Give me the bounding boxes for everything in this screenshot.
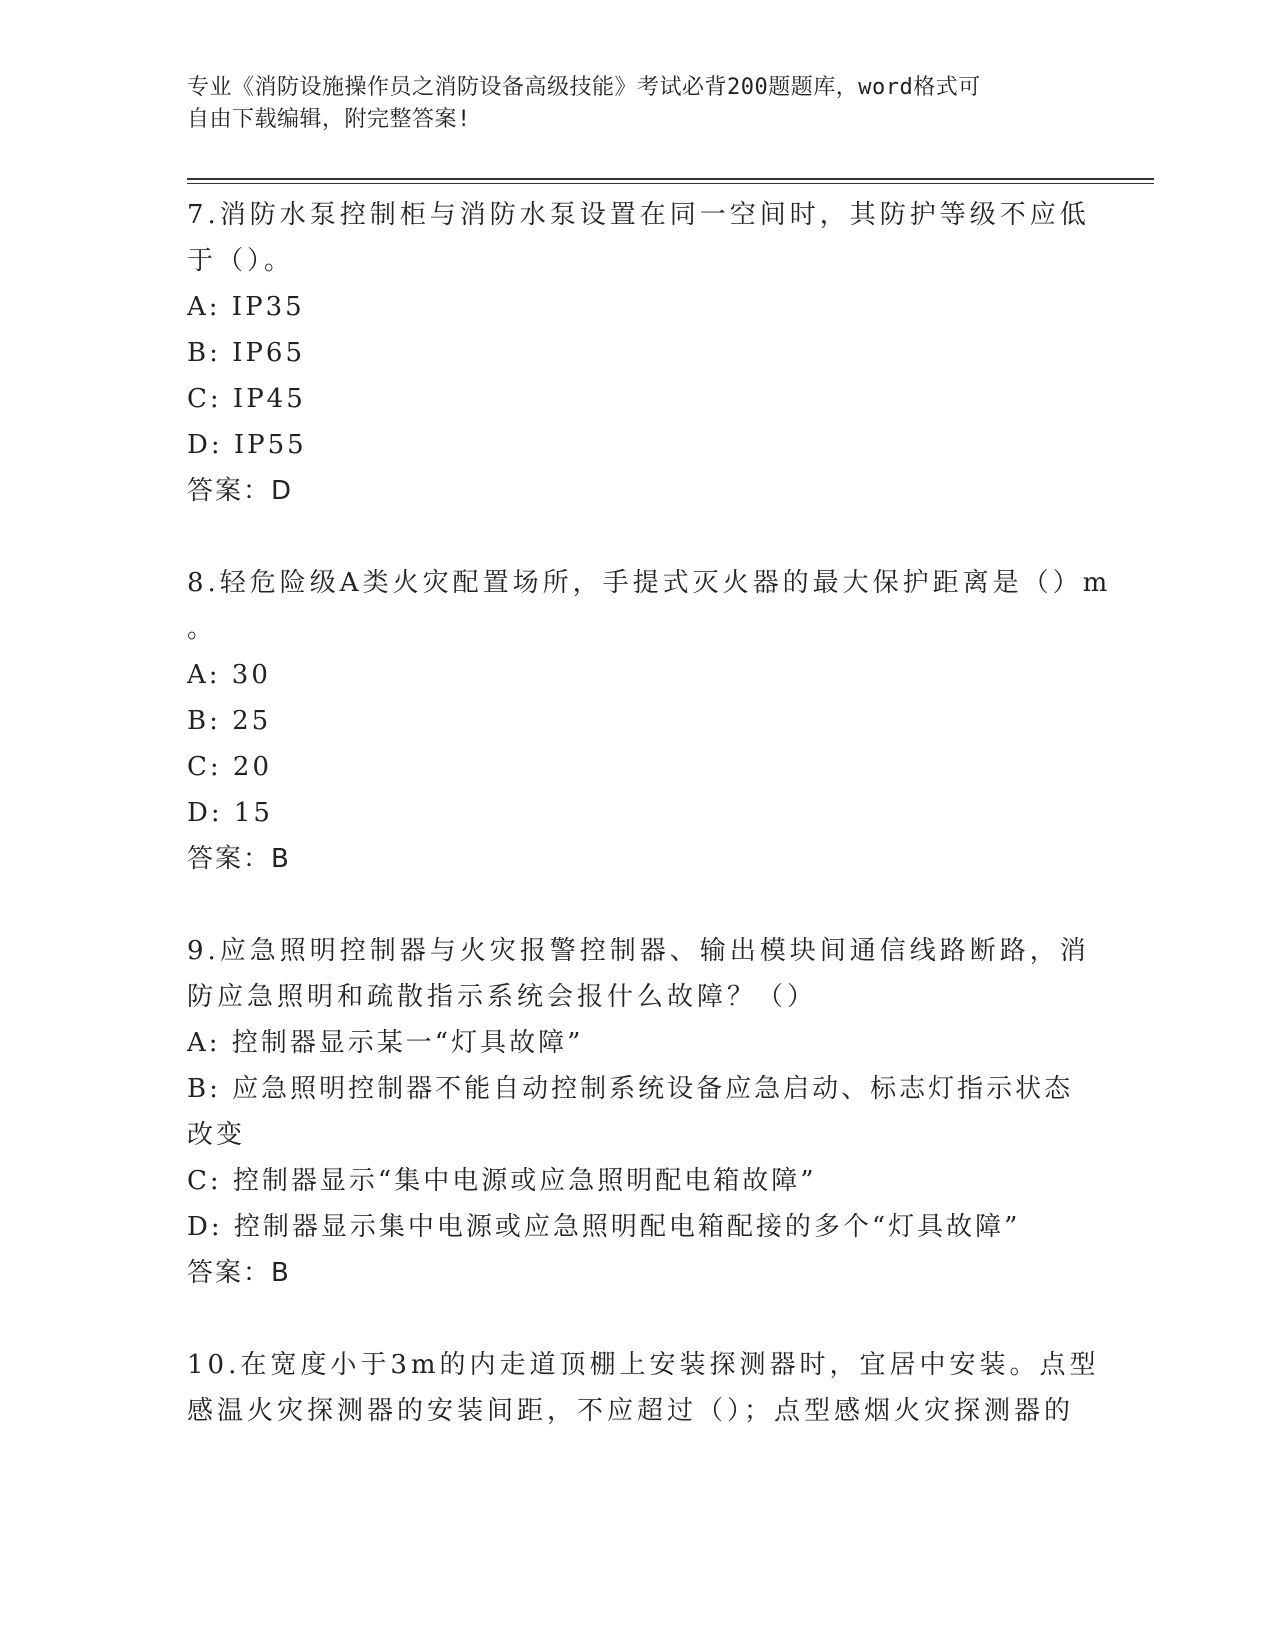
option-a: A: 控制器显示某一“灯具故障” — [187, 1028, 584, 1058]
question-text: 9.应急照明控制器与火灾报警控制器、输出模块间通信线路断路，消 — [187, 936, 1090, 966]
question-text: 于（）。 — [187, 246, 295, 276]
question-text: 7.消防水泵控制柜与消防水泵设置在同一空间时，其防护等级不应低 — [187, 200, 1090, 230]
option-b: B: 应急照明控制器不能自动控制系统设备应急启动、标志灯指示状态 — [187, 1074, 1074, 1104]
document-header — [187, 72, 1067, 136]
question-text: 8.轻危险级A类火灾配置场所，手提式灭火器的最大保护距离是（）m — [187, 568, 1112, 598]
option-a: A: IP35 — [187, 292, 305, 322]
option-d: D: 控制器显示集中电源或应急照明配电箱配接的多个“灯具故障” — [187, 1212, 1021, 1242]
question-9 — [187, 928, 1090, 1296]
question-7 — [187, 192, 1090, 514]
option-c: C: 20 — [187, 752, 273, 782]
question-8 — [187, 560, 1112, 882]
question-text: 感温火灾探测器的安装间距，不应超过（）；点型感烟火灾探测器的 — [187, 1396, 1075, 1426]
header-divider-thick — [187, 178, 1154, 180]
answer: 答案：B — [187, 1258, 291, 1288]
question-10 — [187, 1342, 1100, 1434]
option-b-continued: 改变 — [187, 1120, 246, 1150]
option-d: D: IP55 — [187, 430, 307, 460]
answer: 答案：D — [187, 476, 294, 506]
option-d: D: 15 — [187, 798, 273, 828]
option-c: C: 控制器显示“集中电源或应急照明配电箱故障” — [187, 1166, 817, 1196]
question-text: 10.在宽度小于3m的内走道顶棚上安装探测器时，宜居中安装。点型 — [187, 1350, 1100, 1380]
option-b: B: IP65 — [187, 338, 305, 368]
answer: 答案：B — [187, 844, 291, 874]
question-text: 。 — [187, 614, 218, 644]
header-line-1: 专业《消防设施操作员之消防设备高级技能》考试必背200题题库，word格式可 — [187, 75, 981, 100]
question-text: 防应急照明和疏散指示系统会报什么故障？（） — [187, 982, 818, 1012]
option-b: B: 25 — [187, 706, 272, 736]
header-line-2: 自由下载编辑，附完整答案! — [187, 107, 471, 132]
option-a: A: 30 — [187, 660, 271, 690]
option-c: C: IP45 — [187, 384, 306, 414]
question-list — [187, 192, 1112, 1434]
header-divider-thin — [187, 183, 1154, 184]
